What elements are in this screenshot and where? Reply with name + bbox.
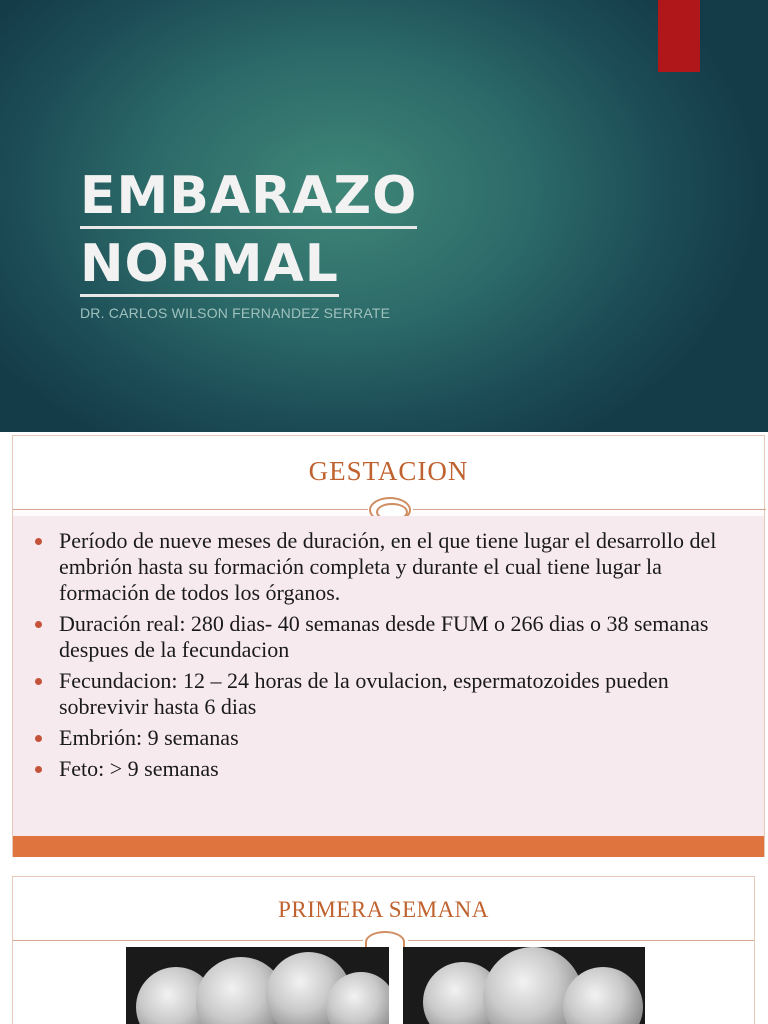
bullet-icon	[35, 621, 42, 628]
list-item	[33, 611, 753, 663]
red-tab-decoration	[658, 0, 700, 72]
author-name: DR. CARLOS WILSON FERNANDEZ SERRATE	[80, 305, 391, 321]
embryo-micrograph-left	[126, 947, 389, 1024]
list-item-text: Período de nueve meses de duración, en el que tiene lugar el desarrollo del embrión hasta su formación completa y durante el cual tiene lugar la formación de todos los órganos.	[59, 528, 717, 605]
slide-title-line-2: NORMAL	[80, 234, 339, 297]
list-item-text: Fecundacion: 12 – 24 horas de la ovulacion, espermatozoides pueden sobrevivir hasta 6 dias	[59, 668, 669, 719]
footer-bar	[13, 836, 764, 857]
bullet-icon	[35, 735, 42, 742]
bullet-icon	[35, 766, 42, 773]
slide-heading: PRIMERA SEMANA	[278, 897, 489, 922]
list-item-text: Feto: > 9 semanas	[59, 756, 219, 781]
header-divider-right	[408, 940, 755, 941]
bullet-icon	[35, 678, 42, 685]
bullet-icon	[35, 538, 42, 545]
list-item	[33, 756, 753, 782]
slide-title-line-1: EMBARAZO	[80, 166, 417, 229]
list-item	[33, 668, 753, 720]
list-item	[33, 528, 753, 606]
header-divider-left	[13, 509, 368, 510]
header-divider-left	[13, 940, 363, 941]
header-divider-right	[413, 509, 766, 510]
list-item-text: Duración real: 280 dias- 40 semanas desde FUM o 266 dias o 38 semanas despues de la fecundacion	[59, 611, 709, 662]
title-slide	[0, 0, 768, 432]
embryo-micrograph-right	[403, 947, 645, 1024]
bullet-list	[33, 528, 753, 787]
gestacion-slide	[12, 435, 765, 857]
slide-body	[13, 516, 764, 836]
list-item-text: Embrión: 9 semanas	[59, 725, 239, 750]
primera-semana-slide	[12, 876, 755, 1024]
list-item	[33, 725, 753, 751]
slide-heading: GESTACION	[308, 456, 469, 486]
